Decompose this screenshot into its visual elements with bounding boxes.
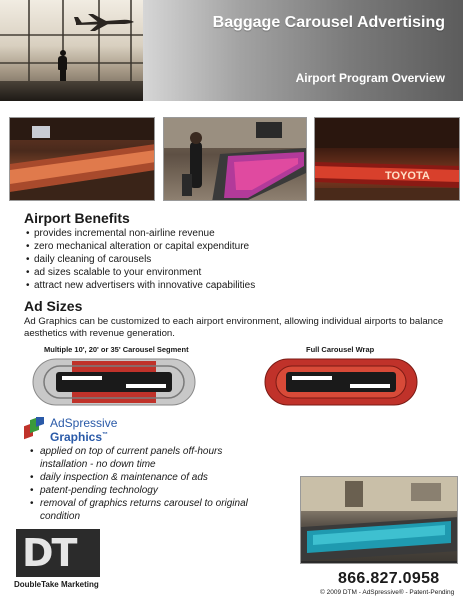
hero-airport-photo [0,0,143,101]
copyright-text: © 2009 DTM - AdSpressive® - Patent-Pending [320,589,455,596]
carousel-segment-diagram [32,358,196,406]
carousel-ad-text: TOYOTA [385,170,430,182]
page-subtitle: Airport Program Overview [295,71,445,85]
adspressive-name: AdSpressive [50,416,118,430]
carousel-photo-4 [300,476,458,564]
carousel-photo-1 [9,117,155,201]
benefits-list [26,227,255,292]
doubletake-logo [16,529,100,577]
phone-number: 866.827.0958 [338,570,440,587]
airplane-icon [74,12,136,32]
list-item: • provides incremental non-airline revenue [26,227,255,240]
adspressive-logo-icon [22,417,46,441]
company-name: DoubleTake Marketing [14,580,99,589]
ad-sizes-description: Ad Graphics can be customized to each airport environment, allowing individual airports to balance aesthetics with revenue generation. [24,316,444,339]
list-item: • applied on top of current panels off-hours installation - no down time [30,445,255,471]
list-item: • patent-pending technology [30,484,255,497]
list-item: • daily inspection & maintenance of ads [30,471,255,484]
header-banner [0,0,463,101]
full-wrap-diagram [264,358,418,406]
list-item: • attract new advertisers with innovative capabilities [26,279,255,292]
list-item: • zero mechanical alteration or capital expenditure [26,240,255,253]
carousel-photo-3 [314,117,460,201]
carousel-photo-2 [163,117,307,201]
doubletake-logo-letters: DT [22,531,76,575]
trademark-symbol: ™ [102,432,109,438]
title-banner [143,0,463,101]
benefits-heading: Airport Benefits [24,210,130,226]
wrap-label: Full Carousel Wrap [306,345,375,354]
list-item: • daily cleaning of carousels [26,253,255,266]
adspressive-graphics: Graphics [50,430,103,444]
list-item: • removal of graphics returns carousel to original condition [30,497,255,523]
list-item: • ad sizes scalable to your environment [26,266,255,279]
adspressive-logo [22,416,132,446]
page-title: Baggage Carousel Advertising [212,14,445,31]
adspressive-features [30,445,255,524]
ad-sizes-heading: Ad Sizes [24,298,83,314]
segment-label: Multiple 10', 20' or 35' Carousel Segment [44,345,189,354]
